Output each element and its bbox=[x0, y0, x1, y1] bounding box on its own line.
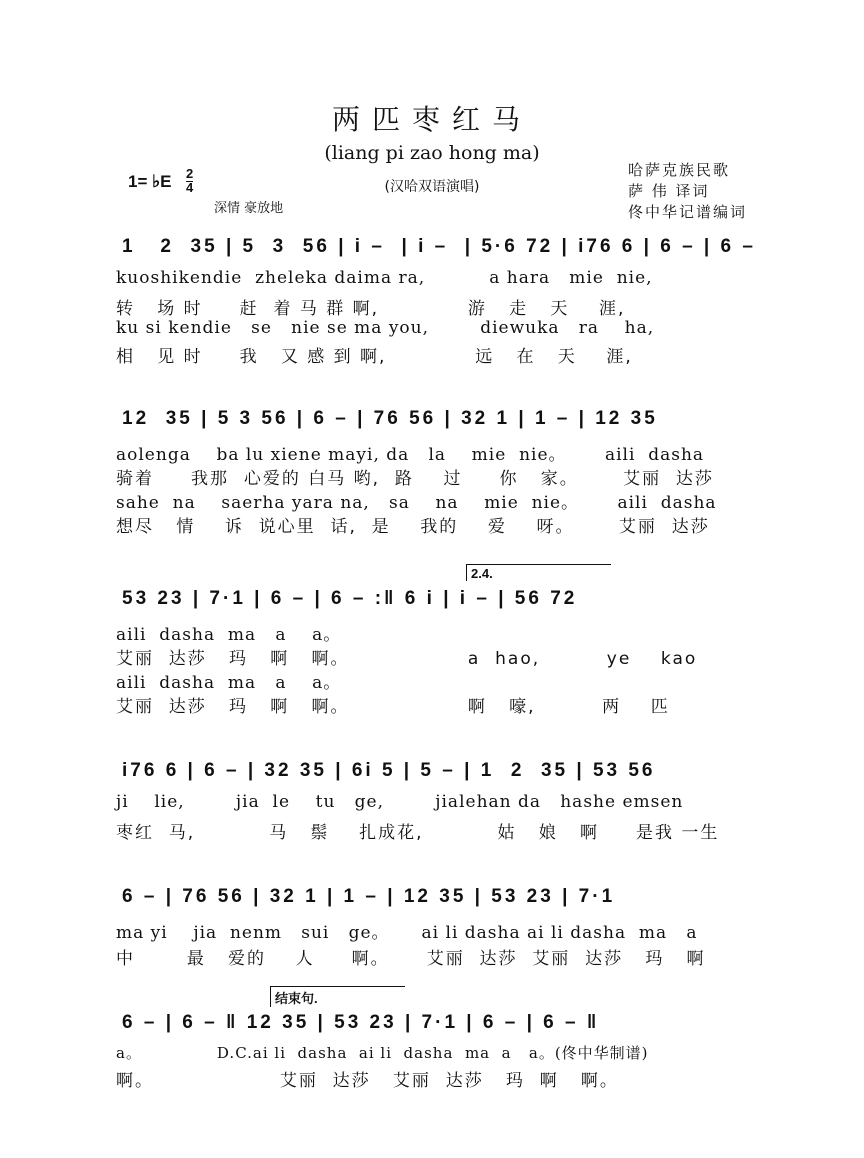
notation-text: 6 – | 76 56 | 32 1 | 1 – | 12 35 | 53 23 | 7·1 bbox=[122, 886, 616, 907]
lyric-line-2: 中 最 爱的 人 啊。 艾丽 达莎 艾丽 达莎 玛 啊 bbox=[116, 949, 706, 969]
notation-text: 1 2 35 | 5 3 56 | i – | i – | 5·6 72 | i76 6 | 6 – | 6 – bbox=[122, 236, 756, 257]
notation-text: 53 23 | 7·1 | 6 – | 6 – :‖ 6 i | i – | 56 72 bbox=[122, 588, 578, 609]
lyric-line-3: ku si kendie se nie se ma you, diewuka ra ha, bbox=[116, 318, 655, 338]
score-system-6 bbox=[110, 991, 750, 1091]
notation-text: i76 6 | 6 – | 32 35 | 6i 5 | 5 – | 1 2 35 | 53 56 bbox=[122, 760, 656, 781]
volta-bracket: 2.4. bbox=[466, 564, 611, 581]
notation-line bbox=[110, 236, 756, 272]
score-system-4 bbox=[110, 760, 750, 843]
meter-top: 2 bbox=[186, 166, 194, 181]
lyric-line-4: 相 见 时 我 又 感 到 啊, 远 在 天 涯, bbox=[116, 347, 633, 367]
performance-note: (汉哈双语演唱) bbox=[384, 179, 480, 195]
lyric-line-1: aili dasha ma a a。 bbox=[116, 625, 342, 645]
credit-arranger: 佟中华记谱编词 bbox=[628, 203, 748, 221]
credit-translator: 萨 伟 译词 bbox=[628, 182, 710, 200]
lyric-line-2: 枣红 马, 马 鬃 扎成花, 姑 娘 啊 是我 一生 bbox=[116, 823, 720, 843]
lyric-line-4: 想尽 情 诉 说心里 话, 是 我的 爱 呀。 艾丽 达莎 bbox=[116, 517, 710, 537]
lyric-line-4: 艾丽 达莎 玛 啊 啊。 啊 嚎, 两 匹 bbox=[116, 697, 670, 717]
song-title: 两匹枣红马 bbox=[331, 103, 532, 136]
credit-origin: 哈萨克族民歌 bbox=[628, 161, 731, 179]
lyric-line-2: 转 场 时 赶 着 马 群 啊, 游 走 天 涯, bbox=[116, 299, 626, 319]
score-system-1 bbox=[110, 236, 756, 367]
lyric-line-2: 啊。 艾丽 达莎 艾丽 达莎 玛 啊 啊。 bbox=[116, 1071, 619, 1091]
notation-text: 12 35 | 5 3 56 | 6 – | 76 56 | 32 1 | 1 – | 12 35 bbox=[122, 408, 658, 429]
lyric-line-2: 艾丽 达莎 玛 啊 啊。 a hao, ye kao bbox=[116, 649, 698, 669]
lyric-line-1: aolenga ba lu xiene mayi, da la mie nie。 aili dasha bbox=[116, 445, 705, 465]
notation-line bbox=[110, 760, 750, 796]
notation-text: 6 – | 6 – ‖ 12 35 | 53 23 | 7·1 | 6 – | 6 – ‖ bbox=[122, 1012, 600, 1033]
credits bbox=[628, 160, 747, 223]
lyric-line-1: ji lie, jia le tu ge, jialehan da hashe emsen bbox=[116, 792, 684, 812]
coda-label: 结束句. bbox=[270, 986, 405, 1007]
notation-line bbox=[110, 886, 750, 922]
lyric-line-1: a。 D.C.ai li dasha ai li dasha ma a a。(佟中华制谱) bbox=[116, 1044, 649, 1062]
notation-line bbox=[110, 408, 750, 444]
song-subtitle-pinyin: (liang pi zao hong ma) bbox=[324, 142, 540, 164]
meter-bottom: 4 bbox=[186, 180, 194, 195]
lyric-line-1: kuoshikendie zheleka daima ra, a hara mie nie, bbox=[116, 268, 653, 288]
score-system-5 bbox=[110, 886, 750, 969]
expression-mark: 深情 豪放地 bbox=[214, 201, 284, 216]
lyric-line-1: ma yi jia nenm sui ge。 ai li dasha ai li dasha ma a bbox=[116, 923, 698, 943]
lyric-line-3: aili dasha ma a a。 bbox=[116, 673, 342, 693]
score-system-3 bbox=[110, 566, 750, 717]
key-signature: 1= ♭E bbox=[128, 172, 172, 191]
score-system-2 bbox=[110, 408, 750, 537]
lyric-line-2: 骑着 我那 心爱的 白马 哟, 路 过 你 家。 艾丽 达莎 bbox=[116, 469, 714, 489]
lyric-line-3: sahe na saerha yara na, sa na mie nie。 aili dasha bbox=[116, 493, 717, 513]
notation-line bbox=[110, 588, 750, 624]
